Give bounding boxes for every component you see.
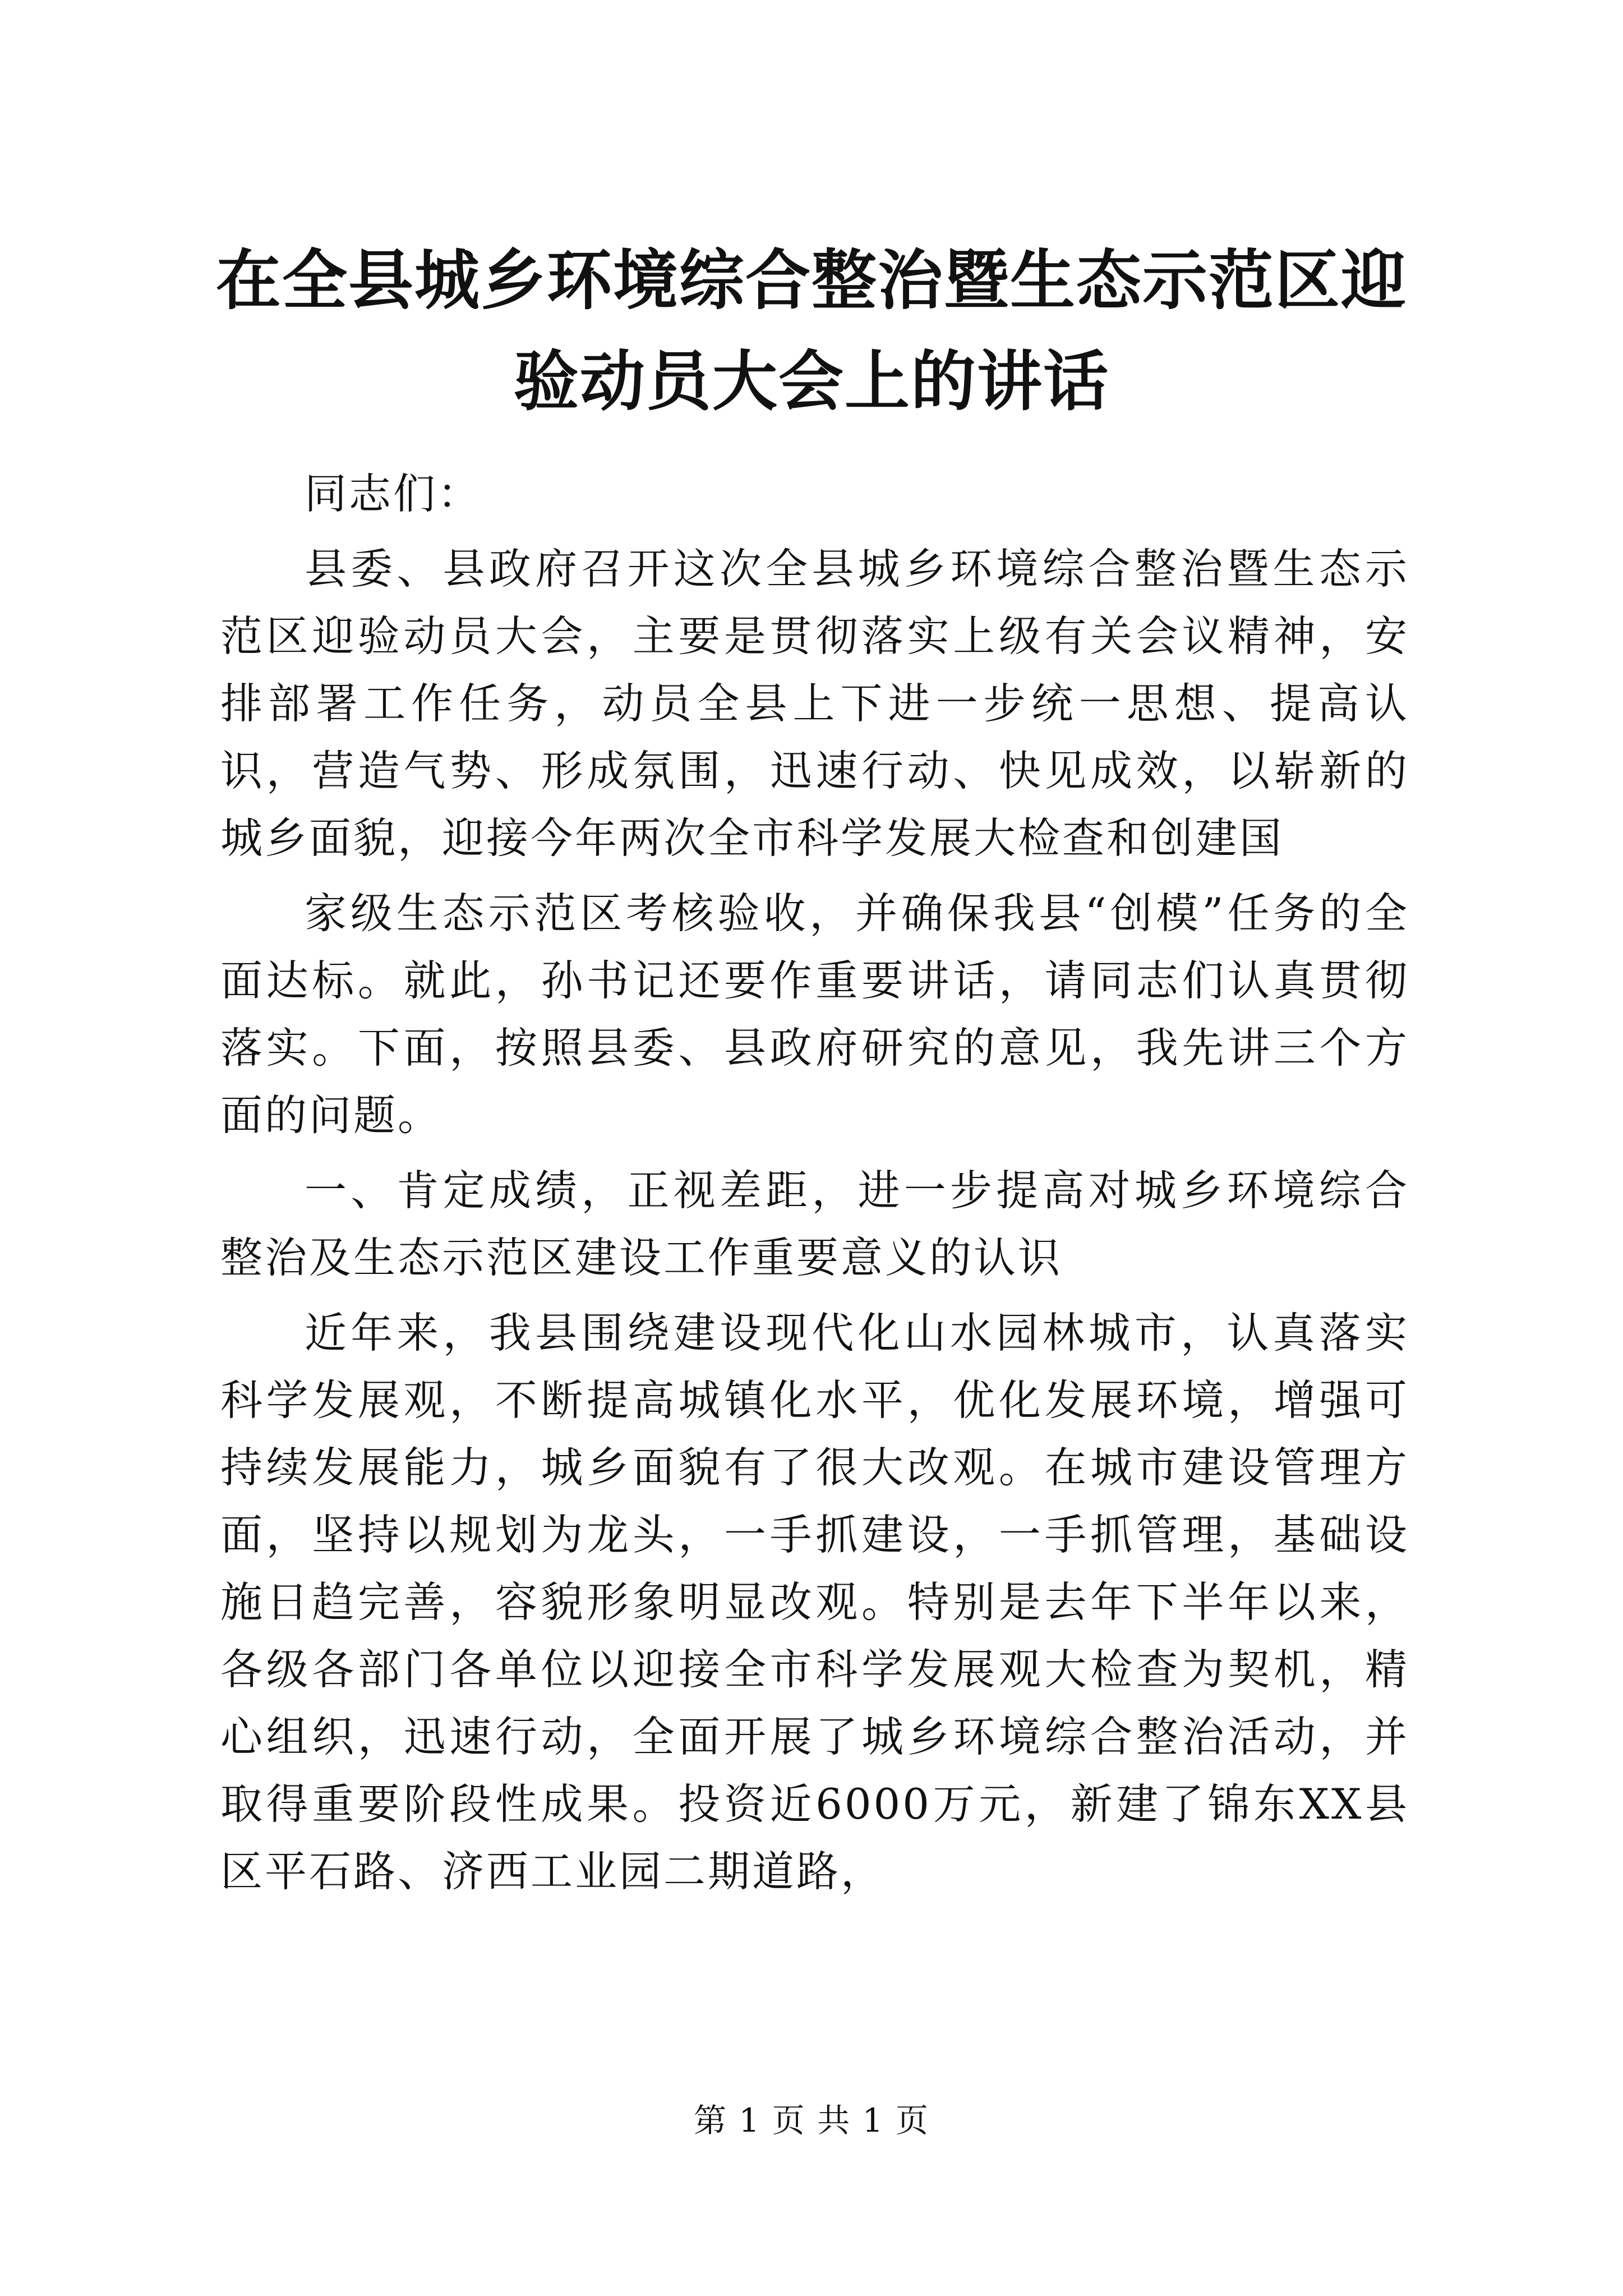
paragraph-salutation: 同志们： bbox=[305, 469, 482, 518]
document-body bbox=[220, 460, 1409, 1913]
document-title: 在全县城乡环境综合整治暨生态示范区迎验动员大会上的讲话 bbox=[216, 242, 1407, 420]
section-heading-one: 一、肯定成绩，正视差距，进一步提高对城乡环境综合整治及生态示范区建设工作重要意义的认识 bbox=[220, 1166, 1409, 1282]
page-footer: 第 1 页 共 1 页 bbox=[694, 2101, 929, 2139]
paragraph-achievements: 近年来，我县围绕建设现代化山水园林城市，认真落实科学发展观，不断提高城镇化水平，优化发展环境，增强可持续发展能力，城乡面貌有了很大改观。在城市建设管理方面，坚持以规划为龙头，一手抓建设，一手抓管理，基础设施日趋完善，容貌形象明显改观。特别是去年下半年以来，各级各部门各单位以迎接全市科学发展观大检查为契机，精心组织，迅速行动，全面开展了城乡环境综合整治活动，并取得重要阶段性成果。投资近6000万元，新建了锦东XX县区平石路、济西工业园二期道路， bbox=[220, 1308, 1409, 1896]
paragraph-continuation: 家级生态示范区考核验收，并确保我县“创模”任务的全面达标。就此，孙书记还要作重要讲话，请同志们认真贯彻落实。下面，按照县委、县政府研究的意见，我先讲三个方面的问题。 bbox=[220, 889, 1409, 1140]
paragraph-intro: 县委、县政府召开这次全县城乡环境综合整治暨生态示范区迎验动员大会，主要是贯彻落实上级有关会议精神，安排部署工作任务，动员全县上下进一步统一思想、提高认识，营造气势、形成氛围，迅速行动、快见成效，以崭新的城乡面貌，迎接今年两次全市科学发展大检查和创建国 bbox=[220, 544, 1409, 863]
